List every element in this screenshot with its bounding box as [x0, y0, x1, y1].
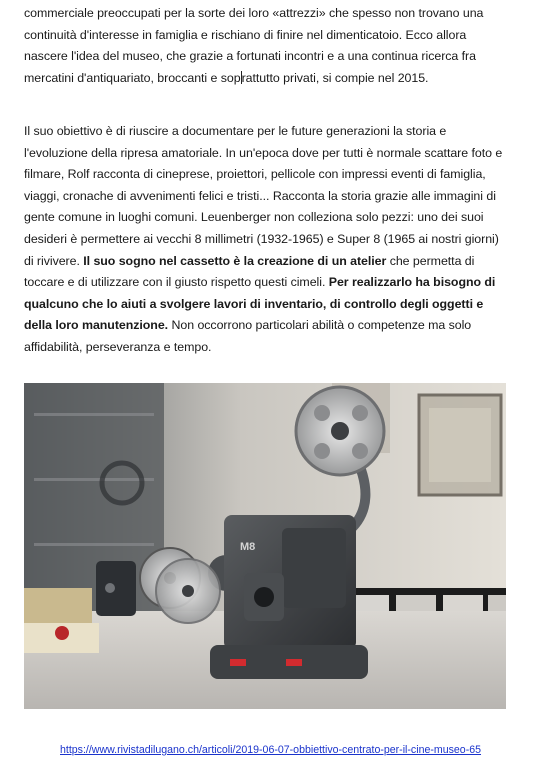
paragraph-line: mercatini d'antiquariato, broccanti e sop	[24, 70, 241, 85]
objective-paragraph	[24, 121, 516, 359]
paragraph-line: Non occorrono particolari abilità o competenze ma solo	[168, 318, 472, 333]
paragraph-line: gente comune in luoghi comuni. Leuenberger non colleziona solo pezzi: uno dei suoi	[24, 210, 484, 225]
paragraph-line: desideri è permettere ai vecchi 8 millimetri (1932-1965) e Super 8 (1965 ai nostri giorni)	[24, 231, 499, 246]
paragraph-line: commerciale preoccupati per la sorte dei loro «attrezzi» che spesso non trovano una	[24, 6, 484, 20]
paragraph-line: rattutto privati, si compie nel 2015.	[241, 70, 429, 85]
paragraph-line: continuità d'interesse in famiglia e rischiano di finire nel dimenticatoio. Ecco allora	[24, 27, 467, 42]
bold-phrase: Il suo sogno nel cassetto è la creazione di un atelier	[83, 253, 387, 268]
paragraph-line: nascere l'idea del museo, che grazie a fortunati incontri e a una continua ricerca fra	[24, 49, 476, 64]
projector-label: M8	[240, 541, 256, 553]
projector-photo	[24, 383, 506, 709]
bold-phrase: qualcuno che lo aiuti a svolgere lavori di inventario, di controllo degli oggetti e	[24, 296, 484, 311]
paragraph-line: di rivivere.	[24, 253, 84, 268]
intro-paragraph	[24, 3, 516, 89]
paragraph-line: filmare, Rolf racconta di cineprese, proiettori, pellicole con impressi eventi di famiglia,	[24, 167, 486, 182]
paragraph-line: toccare e di utilizzare con il giusto rispetto questi cimeli.	[24, 275, 329, 290]
bold-phrase: della loro manutenzione.	[24, 318, 169, 333]
paragraph-line: affidabilità, perseveranza e tempo.	[24, 339, 212, 354]
bold-phrase: Per realizzarlo ha bisogno di	[328, 275, 496, 290]
paragraph-line: Il suo obiettivo è di riuscire a documentare per le future generazioni la storia e	[24, 124, 447, 138]
source-link[interactable]: https://www.rivistadilugano.ch/articoli/2019-06-07-obbiettivo-centrato-per-il-cine-museo-65	[60, 744, 482, 756]
paragraph-line: l'evoluzione della ripresa amatoriale. In un'epoca dove per tutti è normale scattare foto e	[24, 145, 503, 160]
paragraph-line: viaggi, cronache di avvenimenti felici e tristi... Racconta la storia grazie alle immagini di	[24, 188, 496, 203]
paragraph-line: che permetta di	[386, 253, 475, 268]
